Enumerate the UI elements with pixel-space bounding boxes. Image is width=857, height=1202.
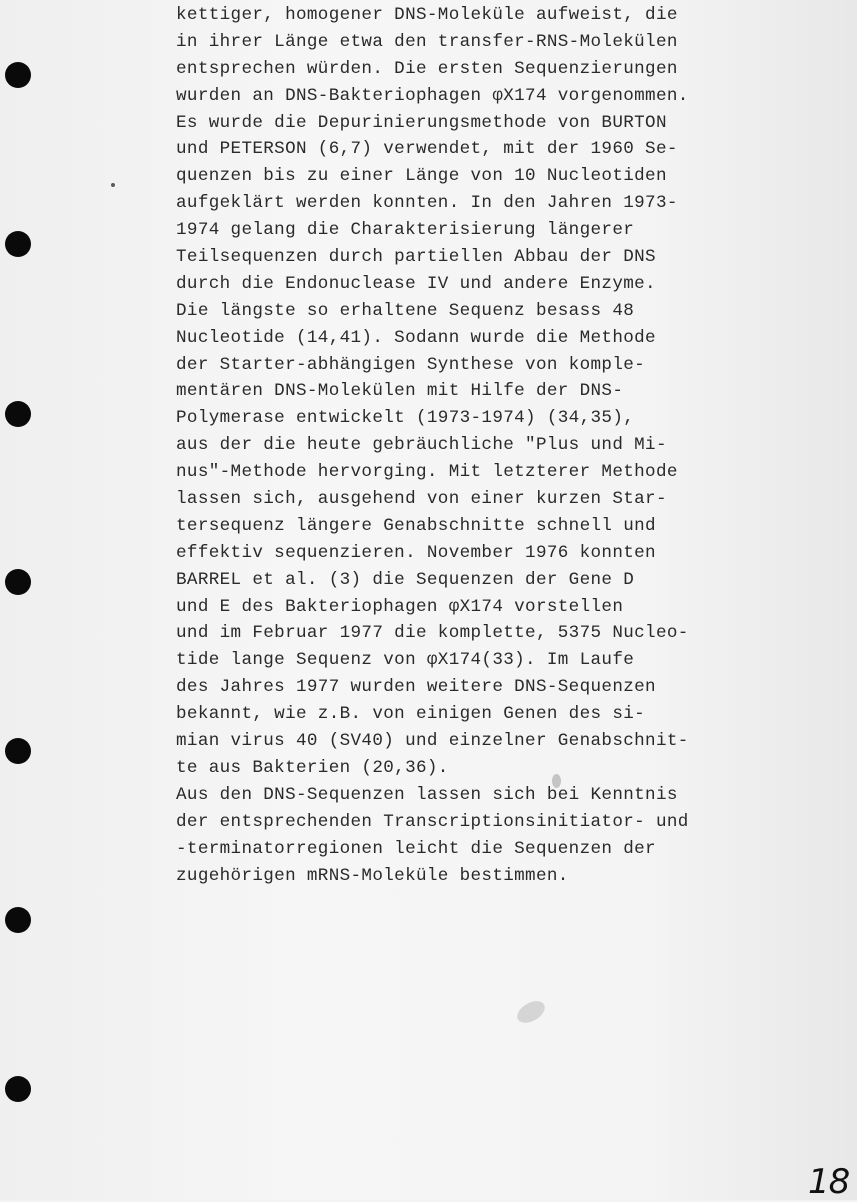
punch-hole-4	[5, 569, 31, 595]
punch-hole-7	[5, 1076, 31, 1102]
text-line: effektiv sequenzieren. November 1976 konnten	[176, 542, 656, 563]
text-line: 1974 gelang die Charakterisierung längerer	[176, 220, 635, 241]
text-line: der Starter-abhängigen Synthese von komple-	[176, 354, 646, 375]
text-line: Die längste so erhaltene Sequenz besass 48	[176, 300, 635, 321]
text-line: bekannt, wie z.B. von einigen Genen des si-	[176, 704, 646, 725]
scan-speck	[111, 183, 115, 187]
text-line: und im Februar 1977 die komplette, 5375 Nucleo-	[176, 623, 689, 644]
punch-hole-3	[5, 401, 31, 427]
text-line: wurden an DNS-Bakteriophagen φX174 vorgenommen.	[176, 85, 689, 106]
text-line: BARREL et al. (3) die Sequenzen der Gene D	[176, 569, 635, 590]
text-line: entsprechen würden. Die ersten Sequenzierungen	[176, 58, 678, 79]
punch-hole-5	[5, 738, 31, 764]
text-line: aus der die heute gebräuchliche "Plus und Mi-	[176, 435, 667, 456]
punch-hole-6	[5, 907, 31, 933]
text-line: kettiger, homogener DNS-Moleküle aufweist, die	[176, 5, 678, 25]
text-line: Nucleotide (14,41). Sodann wurde die Methode	[176, 327, 656, 348]
text-line: lassen sich, ausgehend von einer kurzen Star-	[176, 489, 667, 510]
text-line: des Jahres 1977 wurden weitere DNS-Sequenzen	[176, 677, 656, 698]
text-line: tide lange Sequenz von φX174(33). Im Laufe	[176, 650, 635, 671]
text-line: zugehörigen mRNS-Moleküle bestimmen.	[176, 865, 569, 886]
page-number: 18	[808, 1162, 850, 1202]
text-line: aufgeklärt werden konnten. In den Jahren 1973-	[176, 193, 678, 214]
text-line: durch die Endonuclease IV und andere Enzyme.	[176, 273, 656, 294]
punch-hole-1	[5, 62, 31, 88]
text-line: Es wurde die Depurinierungsmethode von BURTON	[176, 112, 667, 133]
text-line: -terminatorregionen leicht die Sequenzen der	[176, 838, 656, 859]
text-line: tersequenz längere Genabschnitte schnell und	[176, 515, 656, 536]
text-line: in ihrer Länge etwa den transfer-RNS-Molekülen	[176, 31, 678, 52]
text-line: Aus den DNS-Sequenzen lassen sich bei Kenntnis	[176, 784, 678, 805]
punch-hole-2	[5, 231, 31, 257]
text-line: nus"-Methode hervorging. Mit letzterer Methode	[176, 462, 678, 483]
text-line: der entsprechenden Transcriptionsinitiator- und	[176, 811, 689, 832]
scan-speck	[514, 997, 549, 1028]
text-line: mian virus 40 (SV40) und einzelner Genabschnit-	[176, 731, 689, 752]
text-line: und PETERSON (6,7) verwendet, mit der 1960 Se-	[176, 139, 678, 160]
text-line: Polymerase entwickelt (1973-1974) (34,35),	[176, 408, 635, 429]
body-text	[176, 2, 836, 889]
text-line: quenzen bis zu einer Länge von 10 Nucleotiden	[176, 166, 667, 187]
text-line: mentären DNS-Molekülen mit Hilfe der DNS-	[176, 381, 624, 402]
text-line: Teilsequenzen durch partiellen Abbau der DNS	[176, 247, 656, 268]
text-line: te aus Bakterien (20,36).	[176, 757, 449, 778]
text-line: und E des Bakteriophagen φX174 vorstellen	[176, 596, 624, 617]
